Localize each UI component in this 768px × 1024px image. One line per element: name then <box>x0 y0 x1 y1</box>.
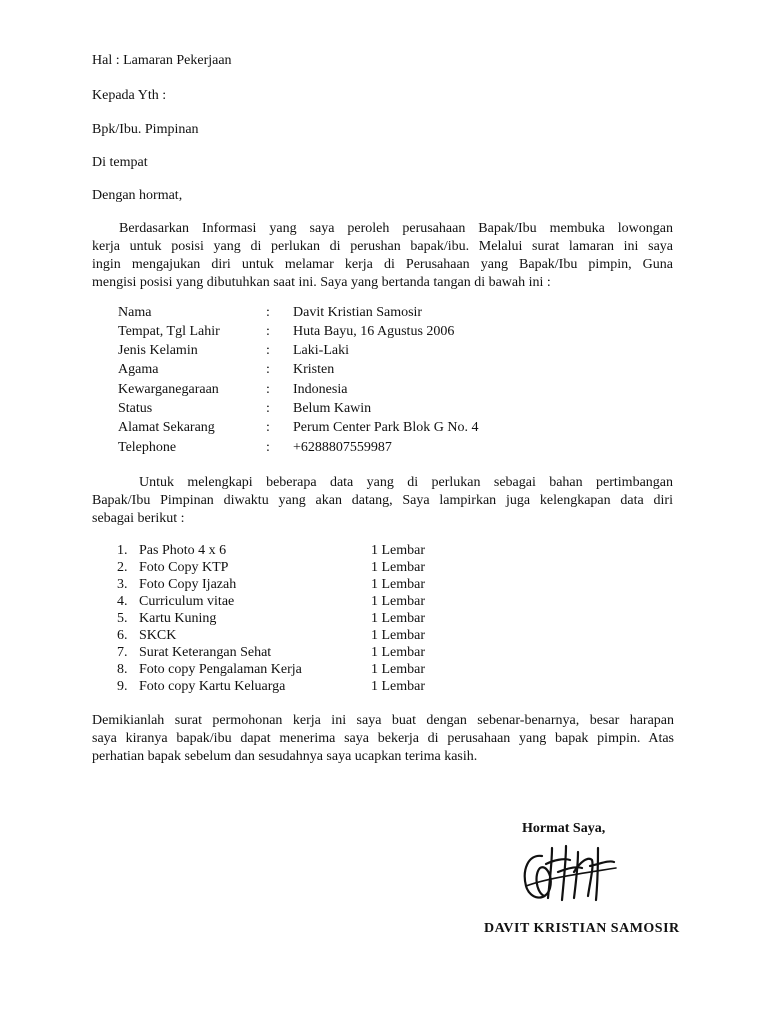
attachment-name: Foto copy Pengalaman Kerja <box>139 662 302 677</box>
intro-line: kerja untuk posisi yang di perlukan di perushan bapak/ibu. Melalui surat lamaran ini saya <box>92 239 673 254</box>
personal-label: Kewarganegaraan <box>118 382 219 397</box>
attachment-number: 5. <box>117 611 128 626</box>
personal-label: Jenis Kelamin <box>118 343 198 358</box>
closing-line: Demikianlah surat permohonan kerja ini saya buat dengan sebenar-benarnya, besar harapan <box>92 713 674 728</box>
attachment-intro-line: Bapak/Ibu Pimpinan diwaktu yang akan datang, Saya lampirkan juga kelengkapan data diri <box>92 493 673 508</box>
attachment-number: 3. <box>117 577 128 592</box>
attachment-quantity: 1 Lembar <box>371 543 426 558</box>
attachment-number: 8. <box>117 662 128 677</box>
attachment-quantity: 1 Lembar <box>371 679 426 694</box>
intro-line: mengisi posisi yang dibutuhkan saat ini. Saya yang bertanda tangan di bawah ini : <box>92 275 551 290</box>
personal-colon: : <box>266 382 270 397</box>
attachment-quantity: 1 Lembar <box>371 645 426 660</box>
attachment-number: 2. <box>117 560 128 575</box>
closing-line: perhatian bapak sebelum dan sesudahnya saya ucapkan terima kasih. <box>92 749 478 764</box>
personal-value: +6288807559987 <box>293 440 392 455</box>
attachment-name: SKCK <box>139 628 177 643</box>
intro-line: Berdasarkan Informasi yang saya peroleh perusahaan Bapak/Ibu membuka lowongan <box>119 221 673 236</box>
attachment-intro-paragraph <box>92 474 673 528</box>
attachment-quantity: 1 Lembar <box>371 611 426 626</box>
greeting-line: Dengan hormat, <box>92 188 183 203</box>
closing-line: saya kiranya bapak/ibu dapat menerima saya bekerja di perusahaan yang bapak pimpin. Atas <box>92 731 674 746</box>
intro-line: ingin mengajukan diri untuk melamar kerja di Perusahaan yang Bapak/Ibu pimpin, Guna <box>92 257 673 272</box>
personal-value: Laki-Laki <box>293 343 349 358</box>
personal-value: Kristen <box>293 362 335 377</box>
personal-colon: : <box>266 420 270 435</box>
intro-paragraph <box>92 220 673 292</box>
personal-colon: : <box>266 324 270 339</box>
personal-colon: : <box>266 401 270 416</box>
personal-colon: : <box>266 362 270 377</box>
attachment-number: 9. <box>117 679 128 694</box>
subject-line: Hal : Lamaran Pekerjaan <box>92 53 232 68</box>
signature-image <box>518 838 628 910</box>
regards-line: Hormat Saya, <box>522 821 606 836</box>
attachment-name: Foto Copy KTP <box>139 560 229 575</box>
attachment-intro-line: Untuk melengkapi beberapa data yang di perlukan sebagai bahan pertimbangan <box>139 475 673 490</box>
personal-value: Indonesia <box>293 382 348 397</box>
attachment-name: Foto copy Kartu Keluarga <box>139 679 286 694</box>
personal-colon: : <box>266 305 270 320</box>
personal-value: Davit Kristian Samosir <box>293 305 423 320</box>
attachment-number: 4. <box>117 594 128 609</box>
attachment-quantity: 1 Lembar <box>371 577 426 592</box>
personal-label: Alamat Sekarang <box>118 420 215 435</box>
personal-label: Agama <box>118 362 159 377</box>
attachment-quantity: 1 Lembar <box>371 560 426 575</box>
attachment-name: Foto Copy Ijazah <box>139 577 237 592</box>
personal-label: Status <box>118 401 153 416</box>
recipient-line: Bpk/Ibu. Pimpinan <box>92 122 199 137</box>
attachment-number: 1. <box>117 543 128 558</box>
attachment-name: Kartu Kuning <box>139 611 217 626</box>
attachment-intro-line: sebagai berikut : <box>92 511 185 526</box>
personal-value: Perum Center Park Blok G No. 4 <box>293 420 479 435</box>
attachment-name: Pas Photo 4 x 6 <box>139 543 227 558</box>
signer-name: DAVIT KRISTIAN SAMOSIR <box>484 921 680 936</box>
personal-colon: : <box>266 343 270 358</box>
attachment-number: 7. <box>117 645 128 660</box>
personal-value: Huta Bayu, 16 Agustus 2006 <box>293 324 455 339</box>
closing-paragraph <box>92 712 674 766</box>
personal-label: Tempat, Tgl Lahir <box>118 324 220 339</box>
attachment-quantity: 1 Lembar <box>371 628 426 643</box>
attachment-name: Surat Keterangan Sehat <box>139 645 272 660</box>
attachment-name: Curriculum vitae <box>139 594 235 609</box>
addressee-heading: Kepada Yth : <box>92 88 167 103</box>
attachment-quantity: 1 Lembar <box>371 594 426 609</box>
personal-value: Belum Kawin <box>293 401 372 416</box>
personal-label: Telephone <box>118 440 177 455</box>
personal-colon: : <box>266 440 270 455</box>
attachment-quantity: 1 Lembar <box>371 662 426 677</box>
place-line: Di tempat <box>92 155 148 170</box>
personal-label: Nama <box>118 305 152 320</box>
attachment-number: 6. <box>117 628 128 643</box>
